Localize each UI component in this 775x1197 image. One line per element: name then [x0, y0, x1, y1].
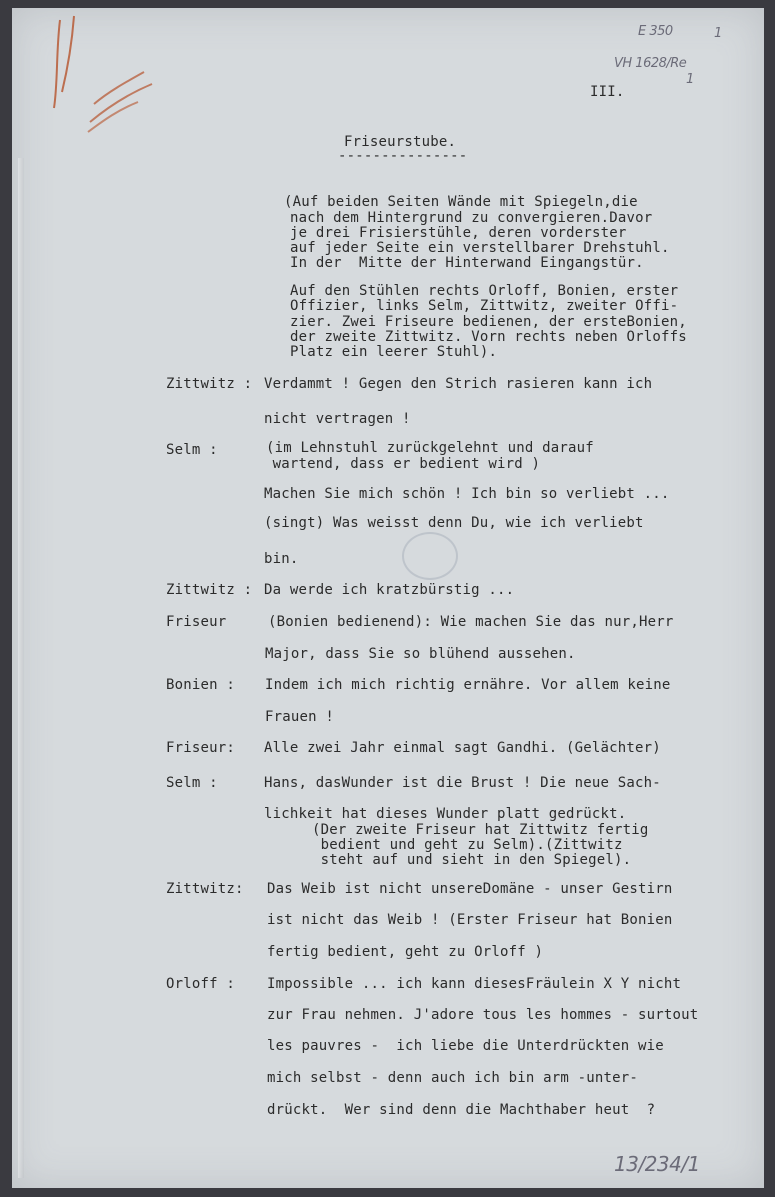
speaker-label: Friseur:	[166, 740, 236, 756]
dialogue-line: Impossible ... ich kann diesesFräulein X Y nicht	[267, 976, 682, 992]
stage-direction-line: In der Mitte der Hinterwand Eingangstür.	[290, 255, 644, 271]
dialogue-line: Frauen !	[265, 709, 335, 725]
dialogue-line: Indem ich mich richtig ernähre. Vor allem keine	[265, 677, 671, 693]
archive-ref-1: E 350	[638, 24, 673, 39]
dialogue-line: (singt) Was weisst denn Du, wie ich verliebt	[264, 515, 644, 531]
speaker-label: Zittwitz:	[166, 881, 244, 897]
speaker-label: Friseur	[166, 614, 227, 630]
stage-direction-line: Offizier, links Selm, Zittwitz, zweiter Offi-	[290, 298, 679, 314]
archive-ref-2-sub: 1	[686, 72, 694, 87]
dialogue-line: ist nicht das Weib ! (Erster Friseur hat Bonien	[267, 912, 673, 928]
dialogue-line: Hans, dasWunder ist die Brust ! Die neue Sach-	[264, 775, 661, 791]
stage-direction-line: je drei Frisierstühle, deren vorderster	[290, 225, 627, 241]
dialogue-line: bedient und geht zu Selm).(Zittwitz	[312, 837, 623, 853]
dialogue-line: bin.	[264, 551, 299, 567]
speaker-label: Selm :	[166, 775, 218, 791]
red-crayon-mark	[48, 12, 168, 142]
dialogue-line: (im Lehnstuhl zurückgelehnt und darauf	[266, 440, 594, 456]
archive-page-number: 1	[714, 26, 722, 41]
speaker-label: Orloff :	[166, 976, 236, 992]
dialogue-line: Machen Sie mich schön ! Ich bin so verliebt ...	[264, 486, 670, 502]
dialogue-line: Das Weib ist nicht unsereDomäne - unser Gestirn	[267, 881, 673, 897]
stage-direction-line: (Auf beiden Seiten Wände mit Spiegeln,die	[284, 194, 638, 210]
dialogue-line: zur Frau nehmen. J'adore tous les hommes - surtout	[267, 1007, 699, 1023]
scene-title: Friseurstube.	[344, 134, 457, 150]
speaker-label: Zittwitz :	[166, 376, 253, 392]
dialogue-line: Da werde ich kratzbürstig ...	[264, 582, 515, 598]
stage-direction-line: Platz ein leerer Stuhl).	[290, 344, 498, 360]
dialogue-line: (Bonien bedienend): Wie machen Sie das nur,Herr	[268, 614, 674, 630]
scene-title-underline: ---------------	[338, 148, 468, 164]
dialogue-line: (Der zweite Friseur hat Zittwitz fertig	[312, 822, 649, 838]
stage-direction-line: zier. Zwei Friseure bedienen, der ersteBonien,	[290, 314, 687, 330]
dialogue-line: wartend, dass er bedient wird )	[264, 456, 541, 472]
speaker-label: Selm :	[166, 442, 218, 458]
dialogue-line: les pauvres - ich liebe die Unterdrückten wie	[267, 1038, 664, 1054]
scene-number: III.	[590, 84, 625, 100]
stage-direction-line: auf jeder Seite ein verstellbarer Drehstuhl.	[290, 240, 670, 256]
faint-archive-stamp	[402, 532, 458, 580]
stage-direction-line: der zweite Zittwitz. Vorn rechts neben Orloffs	[290, 329, 687, 345]
dialogue-line: Major, dass Sie so blühend aussehen.	[265, 646, 576, 662]
dialogue-line: nicht vertragen !	[264, 411, 411, 427]
dialogue-line: fertig bedient, geht zu Orloff )	[267, 944, 544, 960]
archive-ref-2: VH 1628/Re	[614, 56, 687, 71]
speaker-label: Zittwitz :	[166, 582, 253, 598]
dialogue-line: Verdammt ! Gegen den Strich rasieren kann ich	[264, 376, 653, 392]
dialogue-line: mich selbst - denn auch ich bin arm -unter-	[267, 1070, 639, 1086]
dialogue-line: steht auf und sieht in den Spiegel).	[312, 852, 632, 868]
stage-direction-line: nach dem Hintergrund zu convergieren.Davor	[290, 210, 653, 226]
archive-bottom-ref: 13/234/1	[614, 1152, 700, 1176]
dialogue-line: Alle zwei Jahr einmal sagt Gandhi. (Gelächter)	[264, 740, 661, 756]
speaker-label: Bonien :	[166, 677, 236, 693]
dialogue-line: lichkeit hat dieses Wunder platt gedrückt.	[264, 806, 627, 822]
stage-direction-line: Auf den Stühlen rechts Orloff, Bonien, erster	[290, 283, 679, 299]
dialogue-line: drückt. Wer sind denn die Machthaber heut ?	[267, 1102, 656, 1118]
